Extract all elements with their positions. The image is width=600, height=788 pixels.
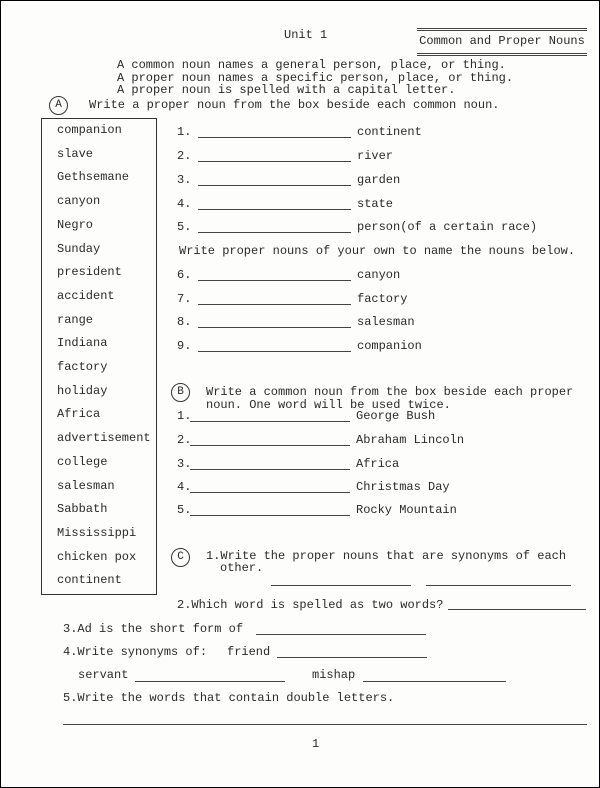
word-box-item: president xyxy=(57,265,122,280)
word-box-item: continent xyxy=(57,573,122,588)
word-box-item: companion xyxy=(57,123,122,137)
word-box-item: Negro xyxy=(57,217,94,232)
word-box-item: Mississippi xyxy=(57,525,137,540)
instruction-line: noun. One word will be used twice. xyxy=(206,398,451,412)
word-box-item: slave xyxy=(57,146,94,161)
item-word: companion xyxy=(357,339,422,353)
answer-line[interactable] xyxy=(256,634,426,635)
item-word: garden xyxy=(357,173,401,187)
answer-line[interactable] xyxy=(198,280,351,281)
item-word: continent xyxy=(357,125,422,139)
section-a-marker: A xyxy=(49,96,68,115)
topic-title: Common and Proper Nouns xyxy=(417,28,587,56)
answer-line[interactable] xyxy=(198,327,351,328)
item-number: 5. xyxy=(177,220,192,234)
word-box-item: range xyxy=(57,312,94,327)
servant-label: servant xyxy=(78,668,129,682)
item-word: person(of a certain race) xyxy=(357,220,538,234)
item-word: Abraham Lincoln xyxy=(356,433,465,447)
answer-line[interactable] xyxy=(135,681,285,682)
answer-line[interactable] xyxy=(198,232,351,233)
item-number: 7. xyxy=(177,292,192,306)
answer-line[interactable] xyxy=(198,185,351,186)
word-box-item: college xyxy=(57,454,108,469)
word-box-item: chicken pox xyxy=(57,549,137,564)
word-box-item: Gethsemane xyxy=(57,170,130,185)
item-word: Africa xyxy=(356,457,400,471)
section-b-marker: B xyxy=(171,383,190,402)
section-c-q3: 3.Ad is the short form of xyxy=(63,622,244,636)
item-number: 6. xyxy=(177,268,192,282)
answer-line[interactable] xyxy=(190,515,350,516)
item-number: 3. xyxy=(177,173,192,187)
section-c-marker: C xyxy=(171,548,190,567)
answer-line[interactable] xyxy=(426,585,571,586)
word-box-item: salesman xyxy=(57,478,115,493)
answer-line[interactable] xyxy=(190,445,350,446)
rules xyxy=(117,59,513,97)
item-number: 9. xyxy=(177,339,192,353)
rule: A common noun names a general person, place, or thing. xyxy=(117,58,506,72)
friend-label: friend xyxy=(227,645,271,659)
item-word: Christmas Day xyxy=(356,480,450,494)
section-a-instruction: Write a proper noun from the box beside each common noun. xyxy=(89,98,500,112)
item-word: canyon xyxy=(357,268,401,282)
answer-line[interactable] xyxy=(363,681,506,682)
rule: A proper noun is spelled with a capital letter. xyxy=(117,83,456,97)
worksheet-page xyxy=(1,1,599,787)
item-number: 1. xyxy=(177,125,192,139)
section-a-instruction-2: Write proper nouns of your own to name the nouns below. xyxy=(179,244,576,258)
word-box xyxy=(41,118,157,595)
item-word: Rocky Mountain xyxy=(356,503,457,517)
word-box-item: advertisement xyxy=(57,431,151,446)
word-box-item: Sabbath xyxy=(57,502,108,517)
page-number: 1 xyxy=(312,737,320,751)
answer-line[interactable] xyxy=(63,724,587,725)
word-box-item: accident xyxy=(57,288,115,303)
item-word: George Bush xyxy=(356,409,436,423)
item-number: 4. xyxy=(177,480,192,494)
mishap-label: mishap xyxy=(312,668,356,682)
answer-line[interactable] xyxy=(190,469,350,470)
question-text: other. xyxy=(220,561,264,575)
word-box-item: factory xyxy=(57,360,108,374)
answer-line[interactable] xyxy=(448,609,586,610)
item-number: 4. xyxy=(177,197,192,211)
unit-title: Unit 1 xyxy=(284,28,328,42)
answer-line[interactable] xyxy=(277,657,427,658)
item-number: 8. xyxy=(177,315,192,329)
rule: A proper noun names a specific person, place, or thing. xyxy=(117,70,514,85)
answer-line[interactable] xyxy=(271,585,411,586)
word-box-item: canyon xyxy=(57,194,101,209)
answer-line[interactable] xyxy=(190,421,350,422)
item-number: 2. xyxy=(177,149,192,163)
section-c-q5: 5.Write the words that contain double letters. xyxy=(63,691,395,705)
answer-line[interactable] xyxy=(190,492,350,493)
answer-line[interactable] xyxy=(198,304,351,305)
item-word: salesman xyxy=(357,315,415,329)
question-text: 1.Write the proper nouns that are synonyms of each xyxy=(206,549,567,563)
item-word: state xyxy=(357,197,394,211)
answer-line[interactable] xyxy=(198,161,351,162)
section-c-q4: 4.Write synonyms of: xyxy=(63,645,208,659)
word-box-item: holiday xyxy=(57,383,108,398)
instruction-line: Write a common noun from the box beside each proper xyxy=(206,385,574,399)
item-number: 3. xyxy=(177,457,192,471)
item-number: 5. xyxy=(177,503,192,517)
section-c-q2: 2.Which word is spelled as two words? xyxy=(177,598,444,612)
item-number: 2. xyxy=(177,433,192,447)
answer-line[interactable] xyxy=(198,351,351,352)
word-box-item: Indiana xyxy=(57,336,108,351)
section-c-q1 xyxy=(206,550,566,574)
word-box-item: Africa xyxy=(57,407,101,422)
item-word: factory xyxy=(357,292,408,306)
word-box-item: Sunday xyxy=(57,241,101,256)
item-word: river xyxy=(357,149,394,163)
answer-line[interactable] xyxy=(198,209,351,210)
item-number: 1. xyxy=(177,409,192,423)
answer-line[interactable] xyxy=(198,137,351,138)
